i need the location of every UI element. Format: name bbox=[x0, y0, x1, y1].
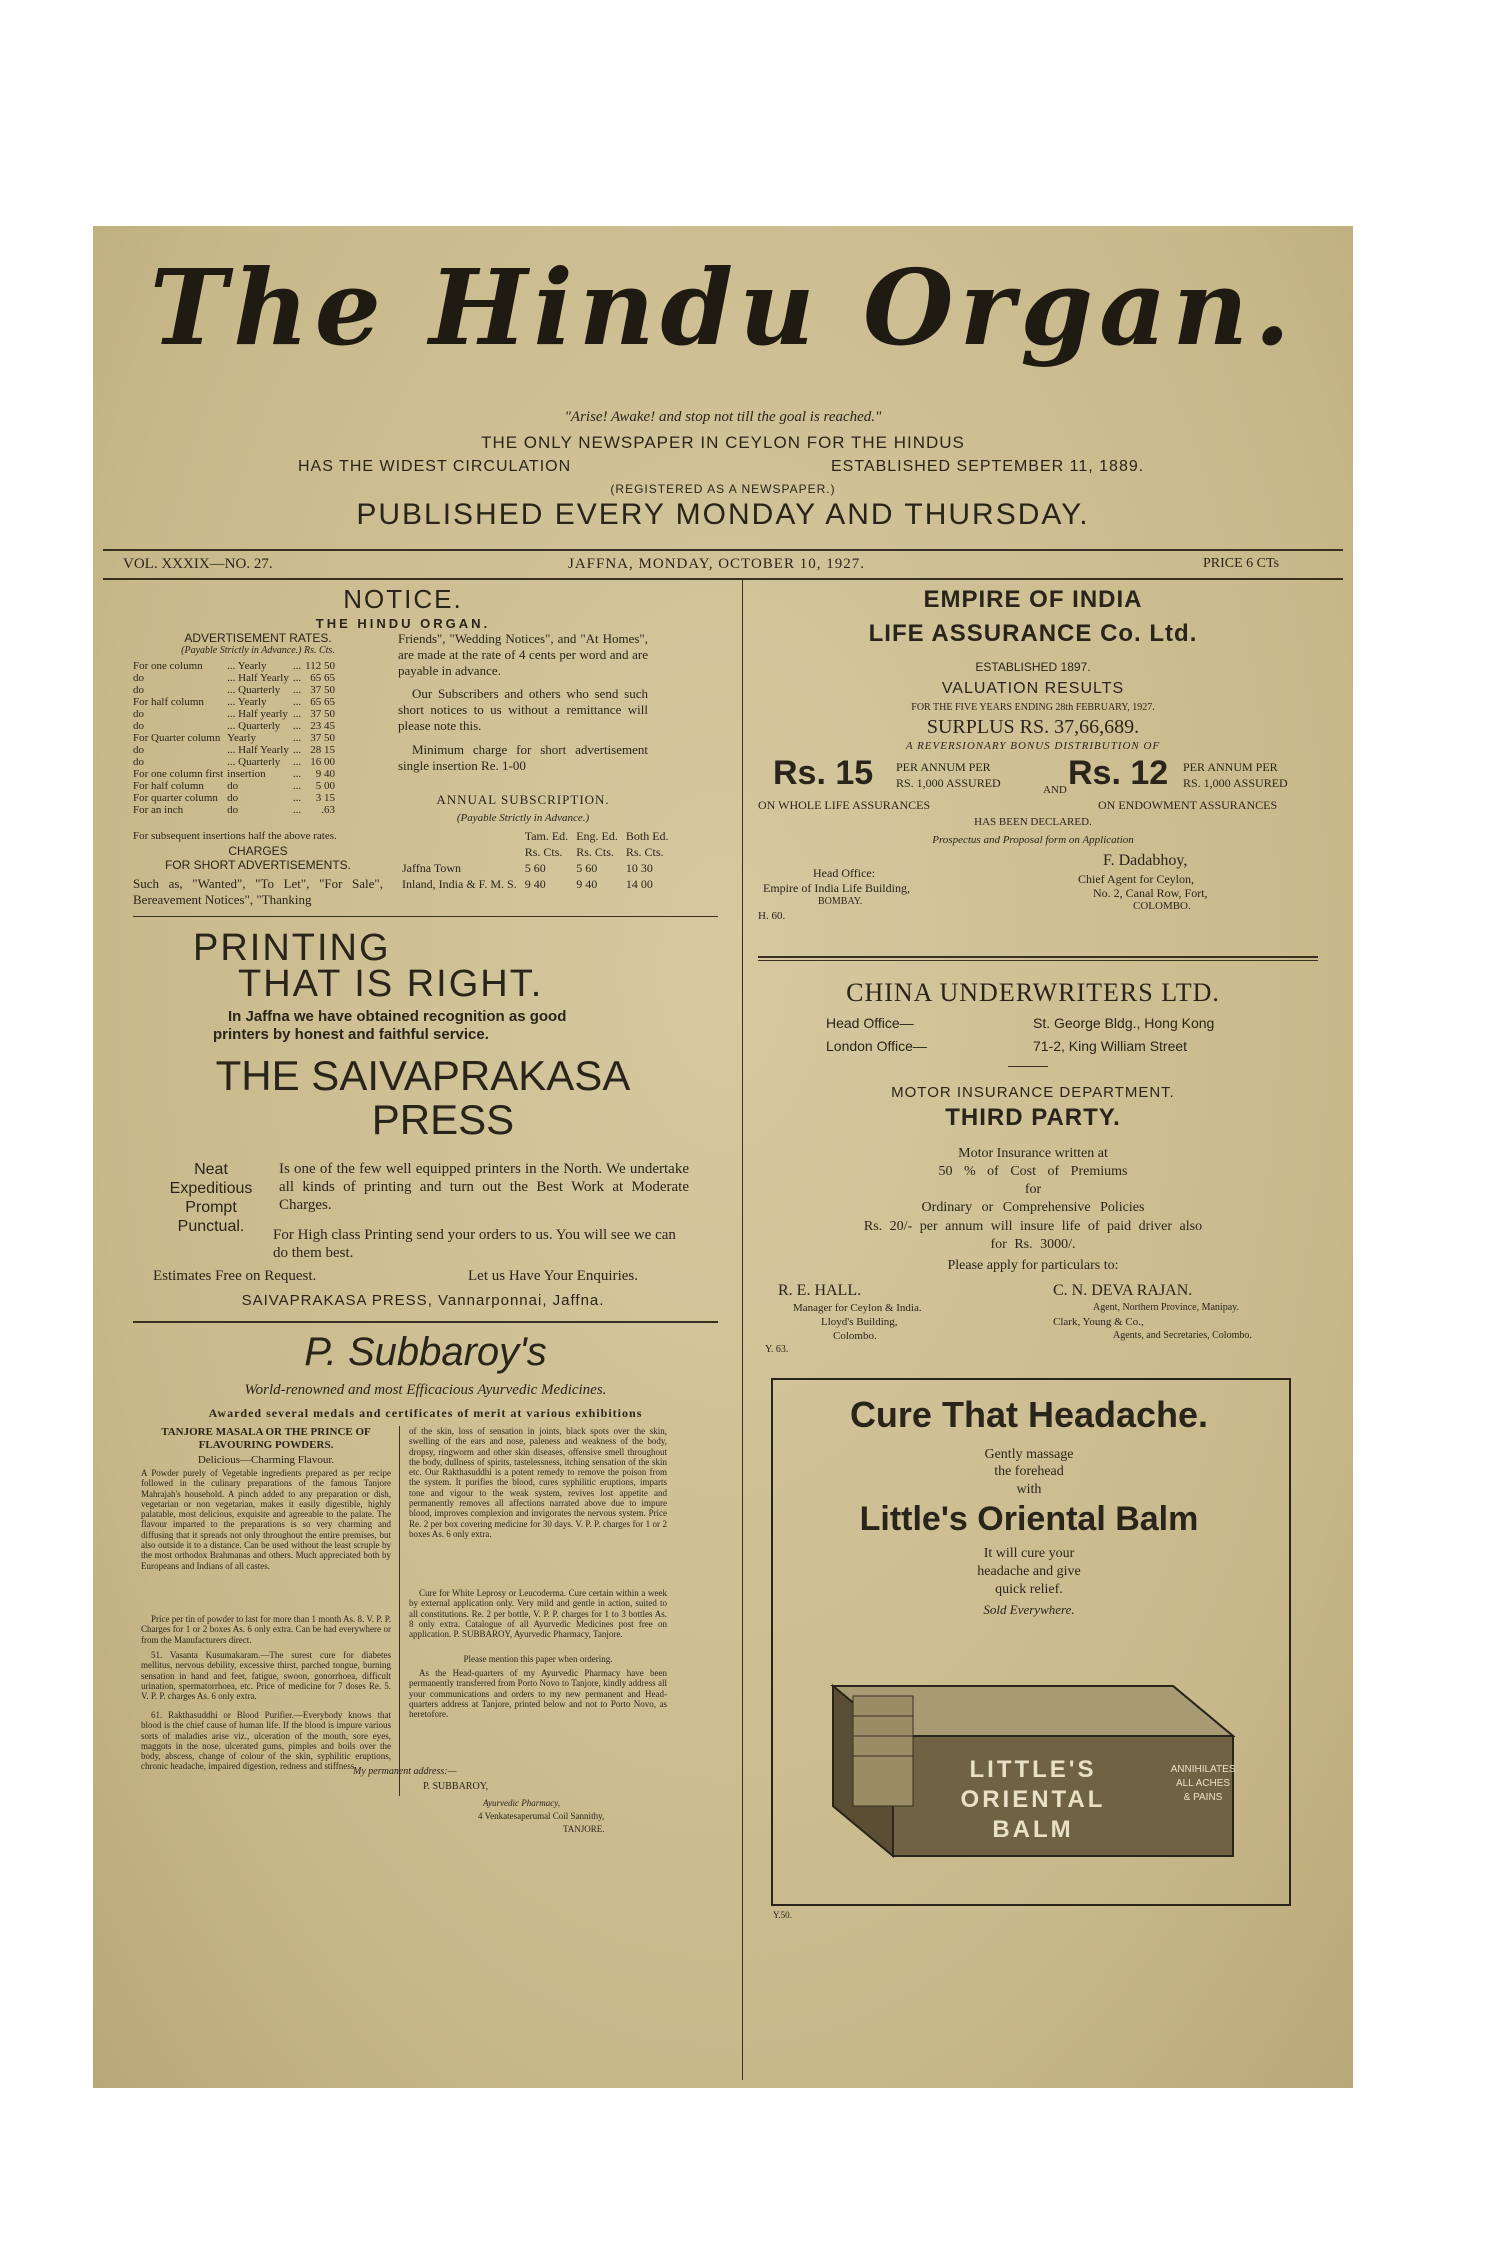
annual-row bbox=[398, 860, 673, 876]
volume: VOL. XXXIX—NO. 27. bbox=[123, 556, 273, 572]
annual-cell: 9 40 bbox=[524, 877, 546, 891]
china-head-office: St. George Bldg., Hong Kong bbox=[1033, 1015, 1215, 1031]
empire-declared: HAS BEEN DECLARED. bbox=[974, 816, 1092, 828]
rates-cell: 65 65 bbox=[310, 672, 335, 684]
rates-cell: 112 50 bbox=[305, 660, 335, 672]
annual-cell: 9 40 bbox=[576, 877, 598, 891]
annual-cell bbox=[398, 844, 521, 860]
rates-cell: ... bbox=[292, 756, 302, 768]
rates-cell: 9 40 bbox=[315, 768, 335, 780]
notice-right-text1: Friends", "Wedding Notices", and "At Homes", are made at the rate of 4 cents per word and are payable in advance. bbox=[398, 631, 648, 678]
annual-row bbox=[398, 844, 673, 860]
annual-cell: 5 60 bbox=[576, 861, 598, 875]
empire-period: FOR THE FIVE YEARS ENDING 28th FEBRUARY, 1927. bbox=[911, 702, 1155, 713]
annual-cell: Tam. Ed. bbox=[524, 829, 569, 843]
subbaroy-name: P. Subbaroy's bbox=[304, 1330, 547, 1374]
press-qualities bbox=[151, 1160, 271, 1236]
tin-side2: ALL ACHES bbox=[1175, 1778, 1231, 1789]
empire-prospectus: Prospectus and Proposal form on Application bbox=[932, 834, 1134, 846]
rates-title: ADVERTISEMENT RATES. bbox=[184, 631, 332, 645]
subbaroy-awards: Awarded several medals and certificates of merit at various exhibitions bbox=[208, 1406, 643, 1420]
quality-item: Punctual. bbox=[177, 1218, 245, 1235]
empire-head-office: Head Office: bbox=[813, 866, 876, 880]
rates-cell: .63 bbox=[321, 804, 335, 816]
balm-title: Cure That Headache. bbox=[849, 1394, 1209, 1435]
balm-line5: headache and give bbox=[977, 1564, 1081, 1579]
rates-row bbox=[131, 720, 337, 732]
rates-cell: ... Half yearly bbox=[227, 708, 288, 720]
rates-cell: 5 00 bbox=[315, 780, 335, 792]
rates-cell: do bbox=[227, 804, 239, 816]
rates-note: (Payable Strictly in Advance.) Rs. Cts. bbox=[181, 645, 335, 656]
press-name1: THE SAIVAPRAKASA bbox=[215, 1052, 631, 1099]
annual-title: ANNUAL SUBSCRIPTION. bbox=[436, 792, 610, 807]
rates-cell: do bbox=[227, 780, 239, 792]
rates-cell: ... bbox=[292, 672, 302, 684]
rs12-text1: PER ANNUM PER bbox=[1183, 760, 1278, 774]
rates-cell: do bbox=[133, 672, 144, 684]
rates-cell: ... Yearly bbox=[227, 660, 267, 672]
press-enquiries: Let us Have Your Enquiries. bbox=[468, 1268, 638, 1284]
tin-side1: ANNIHILATES bbox=[1170, 1764, 1236, 1775]
rates-cell: ... bbox=[292, 696, 302, 708]
rates-cell: do bbox=[133, 744, 144, 756]
newspaper-page bbox=[93, 226, 1353, 2088]
rates-cell: do bbox=[133, 756, 144, 768]
headquarters-notice: As the Head-quarters of my Ayurvedic Pharmacy have been permanently transferred from Porto Novo to Tanjore, kindly address all your communications and orders to my new permanent and Head-quarters address at Tanjore, printed below and not to Porto Novo, as heretofore. bbox=[409, 1668, 667, 1720]
annual-cell: 10 30 bbox=[625, 861, 653, 875]
balm-sold: Sold Everywhere. bbox=[983, 1602, 1075, 1617]
china-percent: 50 % of Cost of Premiums bbox=[938, 1164, 1128, 1179]
printing-title2: THAT IS RIGHT. bbox=[238, 963, 544, 1005]
china-third-party: THIRD PARTY. bbox=[945, 1104, 1121, 1131]
rates-row bbox=[131, 732, 337, 744]
china-agent2-addr1: Clark, Young & Co., bbox=[1053, 1316, 1144, 1328]
rates-cell: For Quarter column bbox=[133, 732, 221, 744]
rs15: Rs. 15 bbox=[773, 754, 874, 792]
balm-line3: with bbox=[1016, 1482, 1042, 1497]
rates-row bbox=[131, 672, 337, 684]
annual-row bbox=[398, 828, 673, 844]
subbaroy-address5: TANJORE. bbox=[563, 1824, 605, 1834]
vasanta-desc: 51. Vasanta Kusumakaram.—The surest cure for diabetes mellitus, nervous debility, excessive thirst, parched tongue, burning sensation in hand and feet, fatigue, swoon, gonorrhoea, difficult urination, spermatorrhoea, etc. Price of medicine for 7 doses Re. 5. V. P. P. charges As. 6 only extra. bbox=[141, 1650, 391, 1702]
balm-line4: It will cure your bbox=[983, 1546, 1075, 1561]
annual-table bbox=[398, 828, 673, 892]
rates-cell: For half column bbox=[133, 780, 204, 792]
raktha-cont: of the skin, loss of sensation in joints, black spots over the skin, swelling of the ears and nose, paleness and weakness of the body, dropsy, ringworm and other skin diseases, offensive smell throughout the body, dullness of spirits, tastelessness, itching sensation of the skin etc. Our Rakthasuddhi is a potent remedy to remove the poison from the system. It purifies the blood, cures syphilitic eruptions, imparts tone and vigour to the weak system, revives lost appetite and permanently removes all affections narrated above due to impure blood, improves complexion and invigorates the nervous system. Price Re. 2 per box covering medicine for 30 days. V. P. P. charges for 1 or 2 boxes As. 6 only extra. bbox=[409, 1426, 667, 1539]
charges-subtitle: FOR SHORT ADVERTISEMENTS. bbox=[164, 858, 352, 872]
press-desc: Is one of the few well equipped printers in the North. We undertake all kinds of printing and turn out the Best Work at Moderate Charges. bbox=[279, 1161, 689, 1213]
balm-line2: the forehead bbox=[994, 1464, 1064, 1479]
empire-agent-city: COLOMBO. bbox=[1133, 900, 1191, 912]
china-for: for bbox=[1024, 1182, 1042, 1197]
rates-cell: Yearly bbox=[227, 732, 256, 744]
charges-title: CHARGES bbox=[228, 844, 288, 858]
established: ESTABLISHED SEPTEMBER 11, 1889. bbox=[831, 458, 1145, 475]
annual-cell bbox=[398, 828, 521, 844]
raktha-desc: 61. Rakthasuddhi or Blood Purifier.—Everybody knows that blood is the chief cause of human life. If the blood is impure various sorts of maladies arise viz., ulceration of the mouth, sore eyes, maggots in the nose, ulcerated gums, pimples and boils over the body, abscess, change of colour of the skin, syphilitic eruptions, chronic headache, impaired digestion, redness and stiffness bbox=[141, 1710, 391, 1772]
masala-price: Price per tin of powder to last for more than 1 month As. 8. V. P. P. Charges for 1 or 2 boxes As. 6 only extra. Can be had everywhere or from the Manufacturers direct. bbox=[141, 1614, 391, 1645]
balm-line1: Gently massage bbox=[984, 1447, 1074, 1462]
empire-established: ESTABLISHED 1897. bbox=[975, 660, 1091, 674]
rates-cell: ... bbox=[292, 804, 302, 816]
china-agent1-title: Manager for Ceylon & India. bbox=[793, 1302, 922, 1314]
tin-label2: ORIENTAL bbox=[960, 1786, 1106, 1813]
rates-row bbox=[131, 756, 337, 768]
annual-cell: Rs. Cts. bbox=[524, 845, 563, 859]
rs15-text1: PER ANNUM PER bbox=[896, 760, 991, 774]
annual-cell: Jaffna Town bbox=[402, 861, 462, 875]
empire-agent-title: Chief Agent for Ceylon, bbox=[1078, 872, 1194, 886]
rates-cell: ... bbox=[292, 768, 302, 780]
quality-item: Neat bbox=[194, 1161, 228, 1178]
rates-cell: ... bbox=[292, 744, 302, 756]
printing-line2: printers by honest and faithful service. bbox=[213, 1026, 489, 1043]
rates-cell: ... Yearly bbox=[227, 696, 267, 708]
china-ref: Y. 63. bbox=[765, 1344, 789, 1355]
press-name2: PRESS bbox=[371, 1096, 515, 1143]
china-agent1-addr2: Colombo. bbox=[833, 1330, 877, 1342]
empire-whole-life: ON WHOLE LIFE ASSURANCES bbox=[758, 798, 931, 812]
empire-and: AND bbox=[1043, 784, 1067, 796]
rates-cell: 37 50 bbox=[310, 684, 335, 696]
rates-cell: 23 45 bbox=[310, 720, 335, 732]
empire-building: Empire of India Life Building, bbox=[763, 881, 910, 895]
notice-right-text3: Minimum charge for short advertisement single insertion Re. 1-00 bbox=[398, 742, 648, 773]
printing-line1: In Jaffna we have obtained recognition as good bbox=[228, 1008, 567, 1025]
empire-agent-name: F. Dadabhoy, bbox=[1103, 852, 1188, 869]
rates-cell: 37 50 bbox=[310, 732, 335, 744]
china-dept: MOTOR INSURANCE DEPARTMENT. bbox=[891, 1084, 1175, 1101]
press-estimates: Estimates Free on Request. bbox=[153, 1268, 317, 1284]
empire-title1: EMPIRE OF INDIA bbox=[923, 586, 1143, 613]
china-agent2-addr2: Agents, and Secretaries, Colombo. bbox=[1113, 1330, 1252, 1341]
annual-cell: Rs. Cts. bbox=[625, 845, 664, 859]
notice-heading: NOTICE. bbox=[343, 584, 463, 614]
rates-cell: For one column first bbox=[133, 768, 224, 780]
rates-cell: ... bbox=[292, 732, 302, 744]
china-agent1-name: R. E. HALL. bbox=[778, 1282, 862, 1299]
rates-cell: ... Quarterly bbox=[227, 720, 281, 732]
quality-item: Prompt bbox=[185, 1199, 237, 1216]
rates-cell: 3 15 bbox=[315, 792, 335, 804]
rates-cell: ... Quarterly bbox=[227, 756, 281, 768]
quality-item: Expeditious bbox=[169, 1180, 253, 1197]
rates-cell: do bbox=[133, 684, 144, 696]
rates-cell: ... bbox=[292, 720, 302, 732]
subbaroy-address4: 4 Venkatesaperumal Coil Sannithy, bbox=[478, 1811, 605, 1821]
empire-title2: LIFE ASSURANCE Co. Ltd. bbox=[868, 620, 1198, 647]
annual-cell: 5 60 bbox=[524, 861, 546, 875]
empire-agent-addr: No. 2, Canal Row, Fort, bbox=[1093, 886, 1208, 900]
rates-row bbox=[131, 780, 337, 792]
printing-title1: PRINTING bbox=[193, 927, 391, 969]
price: PRICE 6 CTs bbox=[1203, 556, 1280, 571]
china-apply: Please apply for particulars to: bbox=[947, 1258, 1119, 1273]
rates-table bbox=[131, 660, 337, 816]
annual-note: (Payable Strictly in Advance.) bbox=[456, 812, 590, 824]
charges-text: Such as, "Wanted", "To Let", "For Sale", Bereavement Notices", "Thanking bbox=[133, 876, 383, 907]
rates-cell: For quarter column bbox=[133, 792, 218, 804]
masthead-title: The Hindu Organ. bbox=[149, 246, 1297, 369]
rates-row bbox=[131, 708, 337, 720]
press-address: SAIVAPRAKASA PRESS, Vannarponnai, Jaffna. bbox=[241, 1292, 605, 1309]
annual-cell: 14 00 bbox=[625, 877, 653, 891]
rates-cell: 37 50 bbox=[310, 708, 335, 720]
rates-cell: ... bbox=[292, 780, 302, 792]
rates-footer: For subsequent insertions half the above rates. bbox=[133, 830, 337, 842]
annual-cell: Both Ed. bbox=[625, 829, 669, 843]
rates-cell: do bbox=[133, 708, 144, 720]
annual-row bbox=[398, 876, 673, 892]
rates-cell: do bbox=[133, 720, 144, 732]
rates-cell: 28 15 bbox=[310, 744, 335, 756]
rates-cell: For half column bbox=[133, 696, 204, 708]
rates-cell: 16 00 bbox=[310, 756, 335, 768]
empire-valuation: VALUATION RESULTS bbox=[941, 680, 1125, 697]
balm-product: Little's Oriental Balm bbox=[859, 1500, 1199, 1538]
subbaroy-address2: P. SUBBAROY, bbox=[423, 1781, 489, 1792]
china-rs20: Rs. 20/- per annum will insure life of paid driver also for Rs. 3000/. bbox=[863, 1219, 1203, 1252]
tin-label3: BALM bbox=[992, 1816, 1074, 1843]
rates-cell: ... Half Yearly bbox=[227, 672, 289, 684]
rates-row bbox=[131, 792, 337, 804]
rates-row bbox=[131, 768, 337, 780]
china-london-office: 71-2, King William Street bbox=[1033, 1038, 1188, 1054]
registered: (REGISTERED AS A NEWSPAPER.) bbox=[610, 482, 836, 496]
annual-cell: Eng. Ed. bbox=[576, 829, 618, 843]
china-head-office-label: Head Office— bbox=[826, 1015, 914, 1031]
tin-label1: LITTLE'S bbox=[969, 1756, 1097, 1783]
annual-cell: Rs. Cts. bbox=[576, 845, 614, 859]
notice-right-text2: Our Subscribers and others who send such short notices to us without a remittance will please note this. bbox=[398, 686, 648, 733]
rates-cell: For an inch bbox=[133, 804, 184, 816]
motto: "Arise! Awake! and stop not till the goal is reached." bbox=[564, 409, 882, 425]
tin-side3: & PAINS bbox=[1183, 1792, 1223, 1803]
rates-cell: ... bbox=[292, 684, 302, 696]
rates-cell: For one column bbox=[133, 660, 203, 672]
masala-head: TANJORE MASALA OR THE PRINCE OF FLAVOURING POWDERS. bbox=[161, 1426, 371, 1451]
published: PUBLISHED EVERY MONDAY AND THURSDAY. bbox=[356, 498, 1090, 531]
subbaroy-tagline: World-renowned and most Efficacious Ayurvedic Medicines. bbox=[244, 1382, 607, 1398]
rates-cell: ... Quarterly bbox=[227, 684, 281, 696]
china-agent1-addr1: Lloyd's Building, bbox=[821, 1316, 898, 1328]
tagline: THE ONLY NEWSPAPER IN CEYLON FOR THE HINDUS bbox=[481, 433, 965, 452]
rates-row bbox=[131, 744, 337, 756]
rates-cell: ... bbox=[292, 708, 302, 720]
subbaroy-address3: Ayurvedic Pharmacy, bbox=[483, 1798, 560, 1808]
rates-cell: ... Half Yearly bbox=[227, 744, 289, 756]
rs12: Rs. 12 bbox=[1068, 754, 1169, 792]
empire-endowment: ON ENDOWMENT ASSURANCES bbox=[1098, 798, 1278, 812]
china-written: Motor Insurance written at bbox=[958, 1146, 1108, 1161]
please-mention: Please mention this paper when ordering. bbox=[463, 1654, 613, 1664]
rates-cell: do bbox=[227, 792, 239, 804]
rates-cell: 65 65 bbox=[310, 696, 335, 708]
balm-line6: quick relief. bbox=[995, 1582, 1063, 1597]
china-title: CHINA UNDERWRITERS LTD. bbox=[846, 978, 1220, 1007]
rs15-text2: RS. 1,000 ASSURED bbox=[896, 776, 1001, 790]
empire-surplus: SURPLUS RS. 37,66,689. bbox=[926, 716, 1140, 738]
dateline: JAFFNA, MONDAY, OCTOBER 10, 1927. bbox=[568, 556, 865, 572]
balm-ref: Y.50. bbox=[773, 1910, 792, 1920]
rates-row bbox=[131, 804, 337, 816]
rates-row bbox=[131, 660, 337, 672]
empire-city: BOMBAY. bbox=[818, 896, 863, 907]
china-london-office-label: London Office— bbox=[826, 1038, 927, 1054]
empire-ref: H. 60. bbox=[758, 910, 786, 922]
circulation: HAS THE WIDEST CIRCULATION bbox=[298, 458, 572, 475]
empire-bonus: A REVERSIONARY BONUS DISTRIBUTION OF bbox=[905, 740, 1161, 752]
rs12-text2: RS. 1,000 ASSURED bbox=[1183, 776, 1288, 790]
rates-cell: ... bbox=[292, 660, 302, 672]
rates-row bbox=[131, 696, 337, 708]
rates-cell: insertion bbox=[227, 768, 266, 780]
china-agent2-title: Agent, Northern Province, Manipay. bbox=[1093, 1302, 1239, 1313]
masala-sub: Delicious—Charming Flavour. bbox=[197, 1454, 335, 1466]
notice-subheading: THE HINDU ORGAN. bbox=[315, 616, 491, 631]
subbaroy-address1: My permanent address:— bbox=[353, 1766, 457, 1777]
china-agent2-name: C. N. DEVA RAJAN. bbox=[1053, 1282, 1193, 1299]
china-policies: Ordinary or Comprehensive Policies bbox=[921, 1200, 1145, 1215]
rates-cell: ... bbox=[292, 792, 302, 804]
press-high-class: For High class Printing send your orders to us. You will see we can do them best. bbox=[273, 1227, 676, 1261]
leucoderma-desc: Cure for White Leprosy or Leucoderma. Cure certain within a week by external application only. Very mild and gentle in action, suited to all constitutions. Re. 2 per bottle, V. P. P. charges for 1 to 3 bottles As. 8 only extra. Catalogue of all Ayurvedic Medicines post free on application. P. SUBBAROY, Ayurvedic Pharmacy, Tanjore. bbox=[409, 1588, 667, 1640]
masala-desc: A Powder purely of Vegetable ingredients prepared as per recipe followed in the culinary preparations of the famous Tanjore Mahrajah's household. A pinch added to any preparation or dish, vegetarian or non vegetarian, makes it easily digestible, highly palatable, most delicious, exquisite and agreeable to the palate. The flavour imparted to the preparations is so very charming and diffusing that it spreads not only throughout the entire premises, but also outside it to a distance. Can be used without the least scruple by the most orthodox Brahmanas and others. Much appreciated both by Europeans and Indians of all castes. bbox=[141, 1468, 391, 1571]
rates-row bbox=[131, 684, 337, 696]
annual-cell: Inland, India & F. M. S. bbox=[402, 877, 517, 891]
